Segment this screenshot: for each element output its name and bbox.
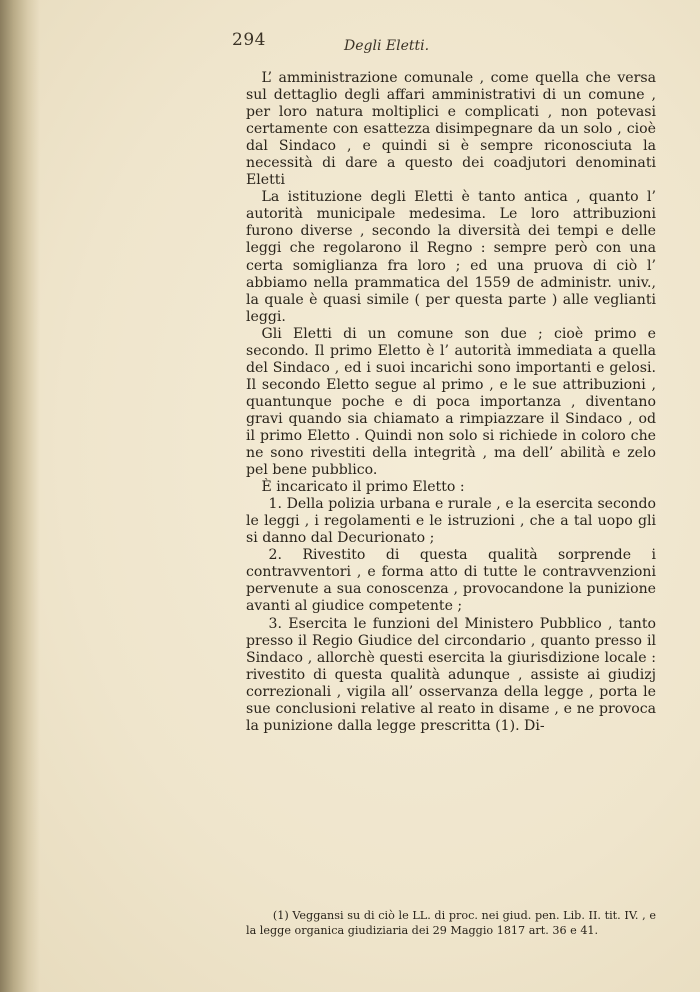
list-item: 1. Della polizia urbana e rurale , e la esercita secondo le leggi , i regolamenti e le istruzioni , che a tal uopo gli si danno dal Decurionato ; [246,496,656,547]
list-item: 3. Esercita le funzioni del Ministero Pubblico , tanto presso il Regio Giudice del circondario , quanto presso il Sindaco , allorchè questi esercita la giurisdizione locale : rivestito di questa qualità adunque , assiste ai giudizj correzionali , vigila all’ osservanza della legge , porta le sue conclusioni relative al reato in disame , e ne provoca la punizione dalla legge prescritta (1). Di- [246,615,656,734]
page-number: 294 [232,30,266,50]
paragraph: È incaricato il primo Eletto : [261,479,465,496]
running-title: Degli Eletti. [344,38,430,54]
paragraph: La istituzione degli Eletti è tanto antica , quanto l’ autorità municipale medesima. Le loro attribuzioni furono diverse , secondo la diversità dei tempi e delle leggi che regolarono il Regno : sempre però con una certa somiglianza fra loro ; ed una pruova di ciò l’ abbiamo nella prammatica del 1559 de administr. univ., la quale è quasi simile ( per questa parte ) alle veglianti leggi. [246,189,656,325]
list-item: 2. Rivestito di questa qualità sorprende i contravventori , e forma atto di tutte le contravvenzioni pervenute a sua conoscenza , provocandone la punizione avanti al giudice competente ; [246,547,656,615]
paragraph: L’ amministrazione comunale , come quella che versa sul dettaglio degli affari amministrativi di un comune , per loro natura moltiplici e complicati , non potevasi certamente con esattezza disimpegnare da un solo , cioè dal Sindaco , e quindi si è sempre riconosciuta la necessità di dare a questo dei coadjutori denominati Eletti [246,70,656,189]
paragraph: Gli Eletti di un comune son due ; cioè primo e secondo. Il primo Eletto è l’ autorità immediata a quella del Sindaco , ed i suoi incarichi sono importanti e gelosi. Il secondo Eletto segue al primo , e le sue attribuzioni , quantunque poche e di poca importanza , diventano gravi quando sia chiamato a rimpiazzare il Sindaco , od il primo Eletto . Quindi non solo si richiede in coloro che ne sono rivestiti della integrità , ma dell’ abilità e zelo pel bene pubblico. [246,325,656,479]
page-gutter-shadow [0,0,40,992]
footnote: (1) Veggansi su di ciò le LL. di proc. nei giud. pen. Lib. II. tit. IV. , e la legge organica giudiziaria dei 29 Maggio 1817 art. 36 e 41. [246,909,656,937]
main-text [246,70,656,735]
